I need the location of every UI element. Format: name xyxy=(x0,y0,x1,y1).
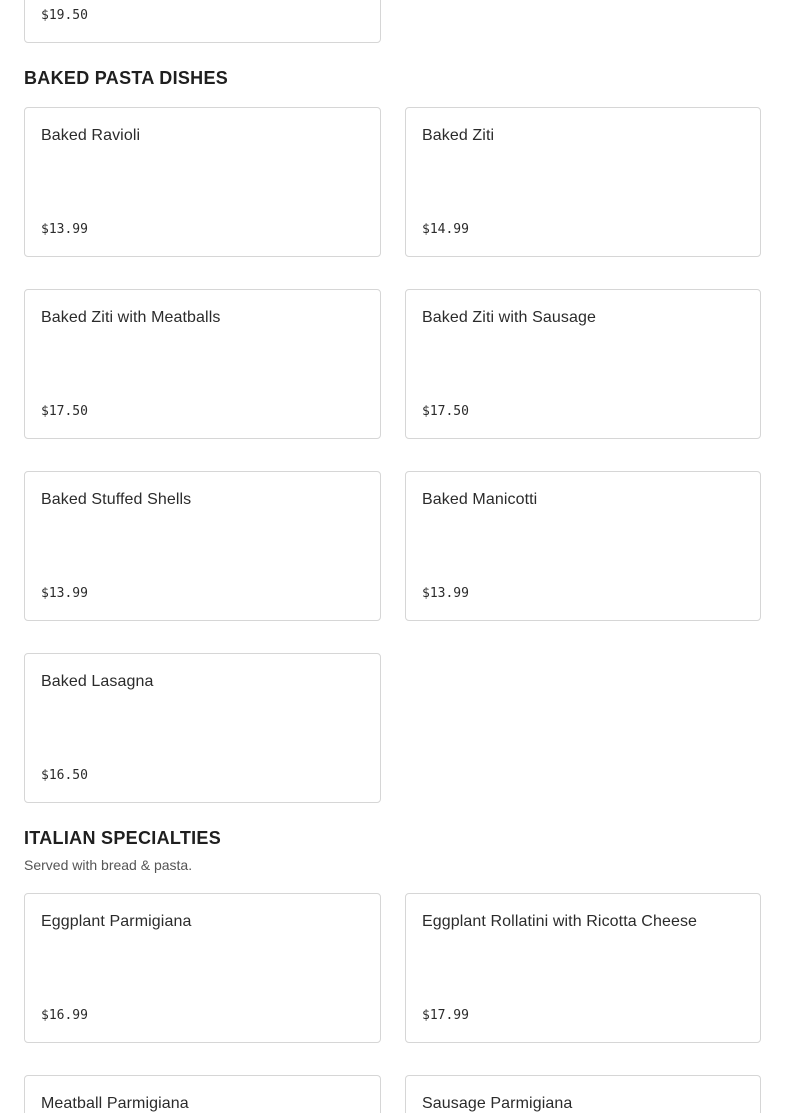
menu-item-baked-stuffed-shells[interactable] xyxy=(24,471,381,621)
item-name: Sausage Parmigiana xyxy=(422,1095,573,1112)
menu-item-baked-ziti-meatballs[interactable] xyxy=(24,289,381,439)
section-title-italian-specialties: ITALIAN SPECIALTIES xyxy=(24,828,222,848)
item-name: Meatball Parmigiana xyxy=(41,1095,189,1112)
item-name: Baked Stuffed Shells xyxy=(41,491,192,508)
item-name: Eggplant Rollatini with Ricotta Cheese xyxy=(422,913,698,930)
section-subtitle: Served with bread & pasta. xyxy=(24,857,193,873)
menu-item-baked-manicotti[interactable] xyxy=(405,471,761,621)
item-price: $13.99 xyxy=(422,586,469,601)
menu-item-meatball-parmigiana[interactable] xyxy=(24,1075,381,1113)
menu-item-card[interactable] xyxy=(24,0,381,43)
item-name: Eggplant Parmigiana xyxy=(41,913,192,930)
item-price: $17.50 xyxy=(422,404,469,419)
item-price: $16.99 xyxy=(41,1008,88,1023)
item-price: $17.99 xyxy=(422,1008,469,1023)
menu-item-baked-lasagna[interactable] xyxy=(24,653,381,803)
item-name: Baked Ravioli xyxy=(41,127,141,144)
menu-item-baked-ravioli[interactable] xyxy=(24,107,381,257)
menu-item-eggplant-parmigiana[interactable] xyxy=(24,893,381,1043)
menu-item-baked-ziti[interactable] xyxy=(405,107,761,257)
item-price: $17.50 xyxy=(41,404,88,419)
menu-item-eggplant-rollatini[interactable] xyxy=(405,893,761,1043)
menu-item-sausage-parmigiana[interactable] xyxy=(405,1075,761,1113)
item-name: Baked Ziti xyxy=(422,127,495,144)
item-name: Baked Manicotti xyxy=(422,491,538,508)
item-name: Baked Ziti with Sausage xyxy=(422,309,596,326)
item-price: $13.99 xyxy=(41,222,88,237)
section-title-baked-pasta: BAKED PASTA DISHES xyxy=(24,68,229,88)
item-name: Baked Ziti with Meatballs xyxy=(41,309,221,326)
item-price: $13.99 xyxy=(41,586,88,601)
item-price: $19.50 xyxy=(41,8,88,23)
item-price: $16.50 xyxy=(41,768,88,783)
item-name: Baked Lasagna xyxy=(41,673,154,690)
item-price: $14.99 xyxy=(422,222,469,237)
menu-item-baked-ziti-sausage[interactable] xyxy=(405,289,761,439)
